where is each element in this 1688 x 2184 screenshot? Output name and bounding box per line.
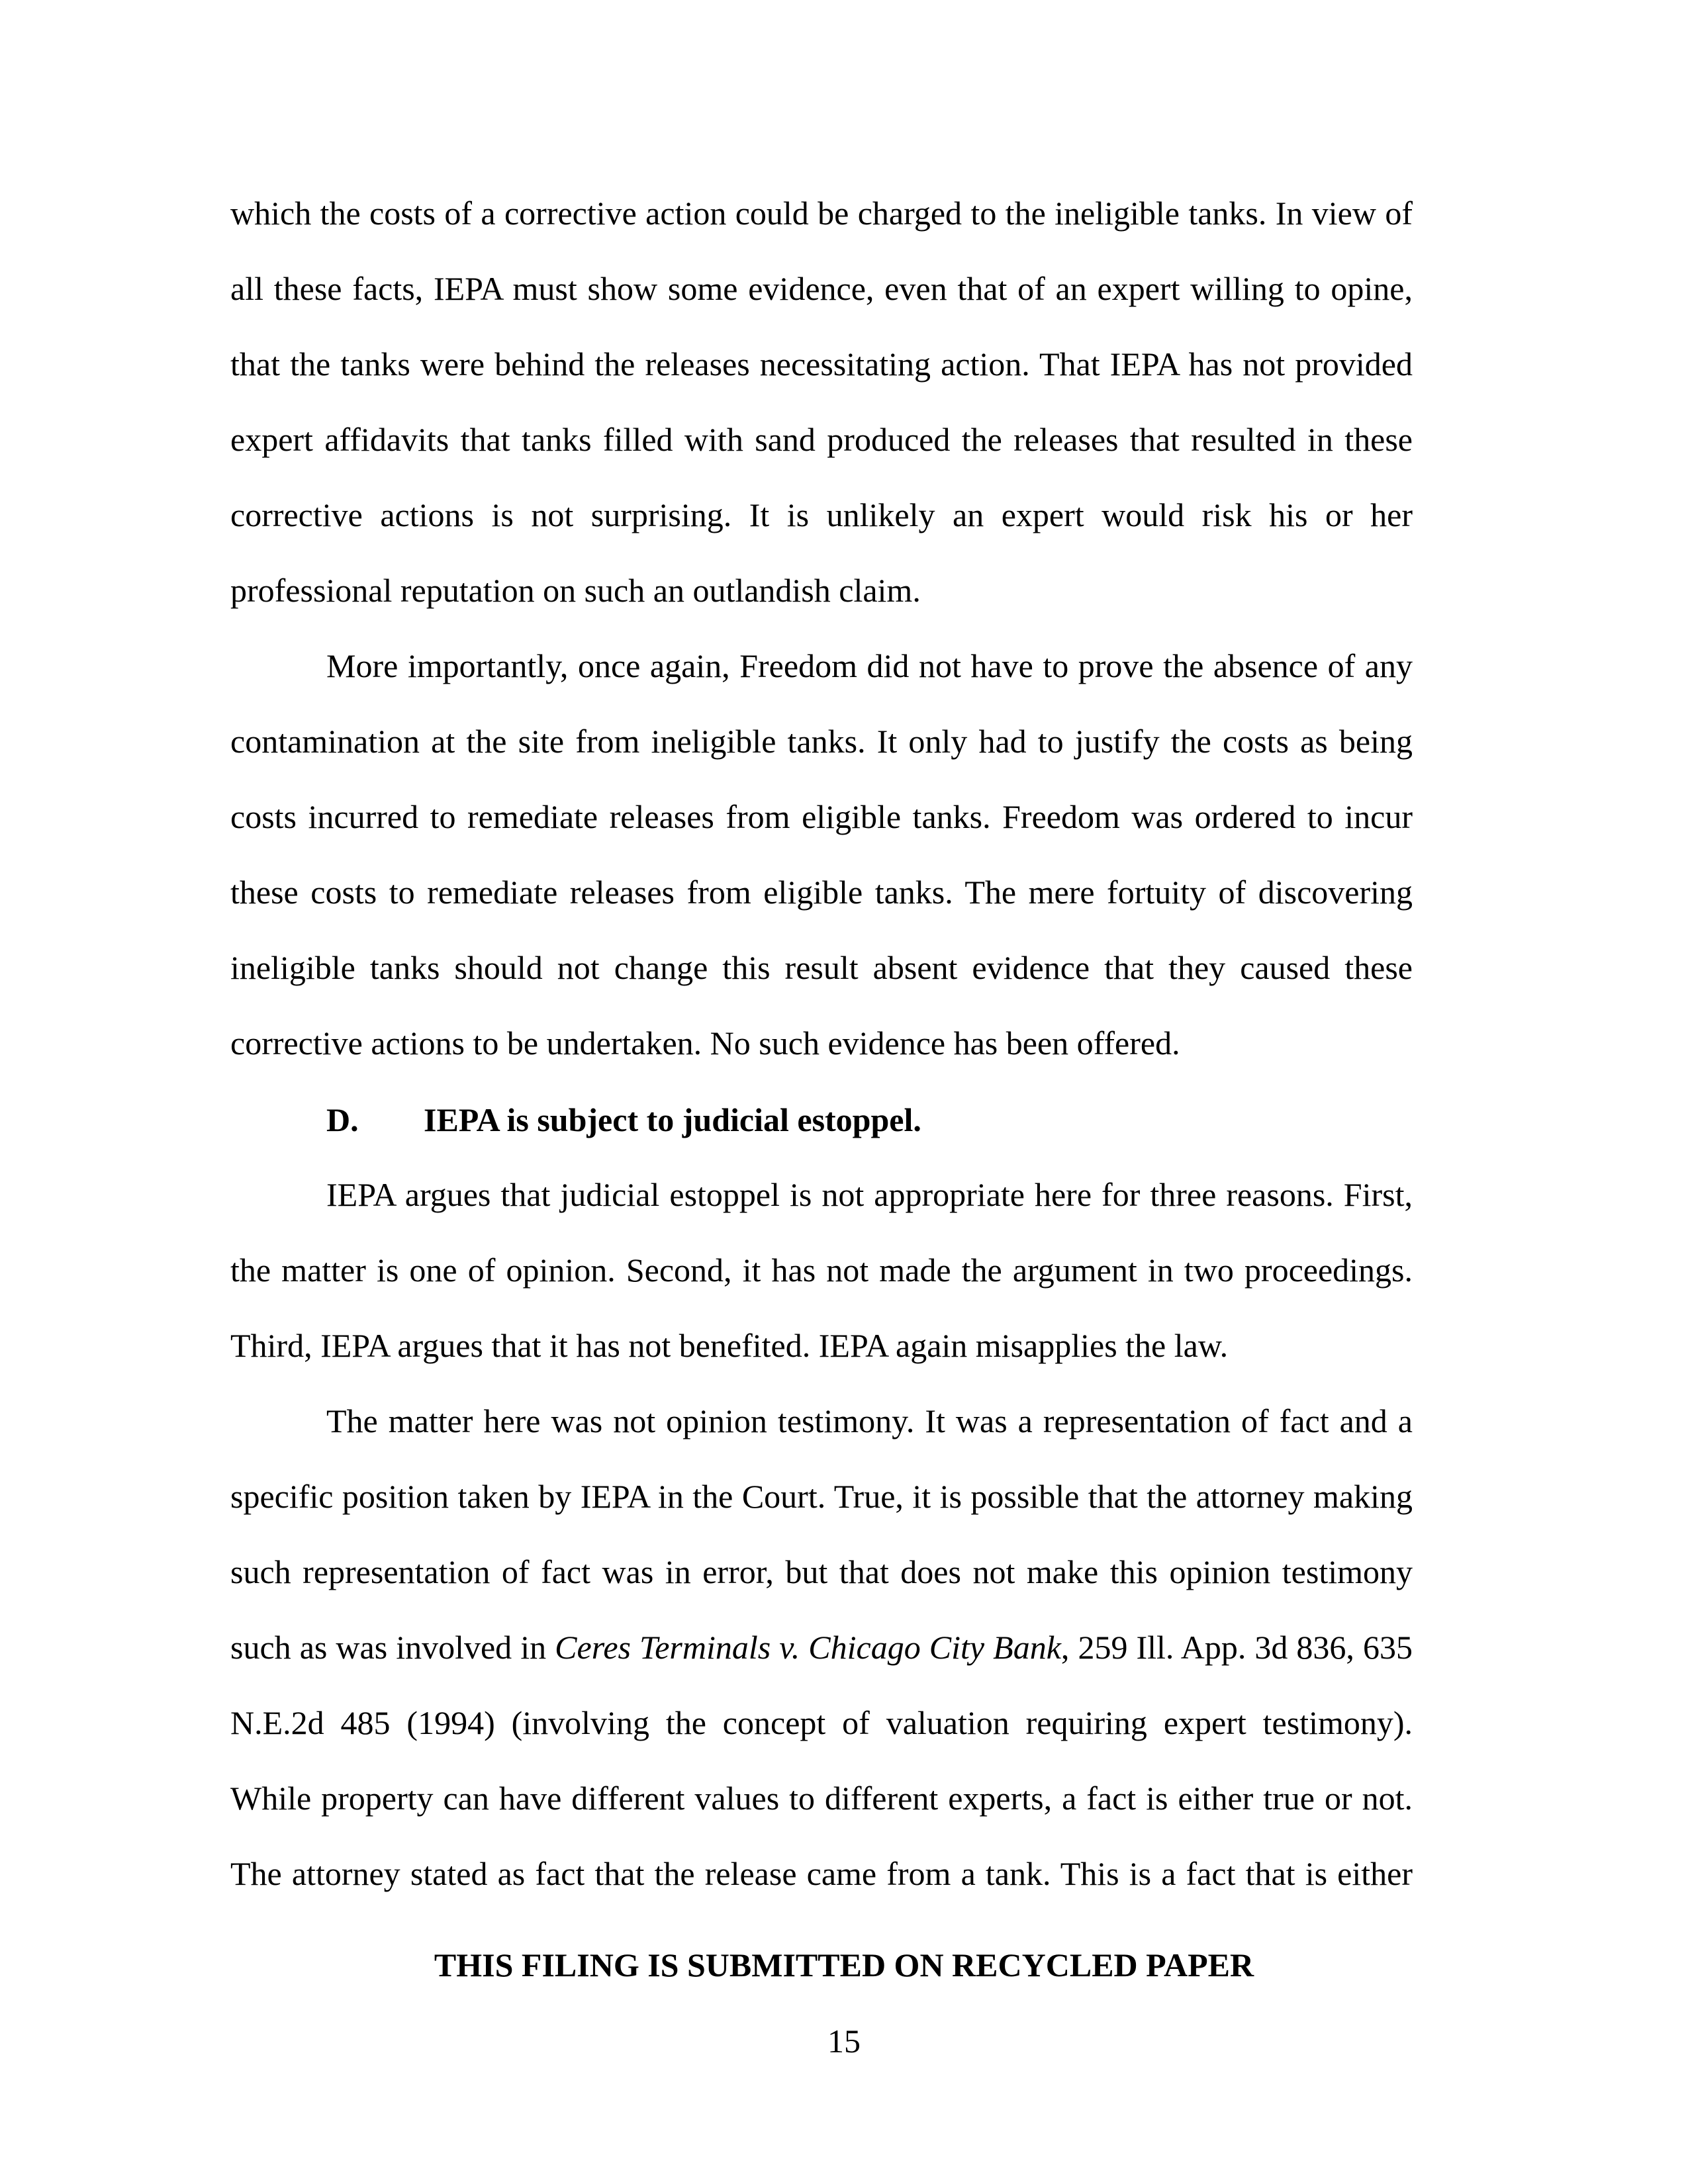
citation-text-after: , 259 Ill. App. 3d 836, 635 xyxy=(1060,1629,1413,1666)
paragraph-2-line-1: More importantly, once again, Freedom did not have to prove the absence of any xyxy=(326,647,1413,684)
paragraph-1-line-3: that the tanks were behind the releases necessitating action. That IEPA has not provided xyxy=(230,345,1413,383)
paragraph-3-line-1: IEPA argues that judicial estoppel is not appropriate here for three reasons. First, xyxy=(326,1176,1413,1213)
paragraph-4-citation-line xyxy=(230,1627,1413,1667)
paragraph-4-line-3: such representation of fact was in error, but that does not make this opinion testimony xyxy=(230,1553,1413,1590)
paragraph-2-line-2: contamination at the site from ineligible tanks. It only had to justify the costs as being xyxy=(230,723,1413,760)
section-heading-title: IEPA is subject to judicial estoppel. xyxy=(424,1101,921,1138)
paragraph-4-line-5: N.E.2d 485 (1994) (involving the concept of valuation requiring expert testimony). xyxy=(230,1704,1413,1741)
paragraph-4-line-7: The attorney stated as fact that the release came from a tank. This is a fact that is either xyxy=(230,1855,1413,1892)
paragraph-3-line-3: Third, IEPA argues that it has not benefited. IEPA again misapplies the law. xyxy=(230,1327,1229,1364)
paragraph-2-line-3: costs incurred to remediate releases from eligible tanks. Freedom was ordered to incur xyxy=(230,798,1413,835)
section-heading-letter: D. xyxy=(326,1101,359,1138)
paragraph-1-line-6: professional reputation on such an outlandish claim. xyxy=(230,572,921,609)
paragraph-3-line-2: the matter is one of opinion. Second, it has not made the argument in two proceedings. xyxy=(230,1251,1413,1289)
citation-case-name: Ceres Terminals v. Chicago City Bank xyxy=(555,1629,1061,1666)
paragraph-1-line-1: which the costs of a corrective action could be charged to the ineligible tanks. In view of xyxy=(230,195,1413,232)
citation-text-before: such as was involved in xyxy=(230,1629,555,1666)
recycled-paper-notice: THIS FILING IS SUBMITTED ON RECYCLED PAPER xyxy=(434,1946,1254,1983)
paragraph-1-line-5: corrective actions is not surprising. It is unlikely an expert would risk his or her xyxy=(230,496,1413,533)
page-number: 15 xyxy=(827,2023,861,2060)
paragraph-4-line-1: The matter here was not opinion testimony. It was a representation of fact and a xyxy=(326,1402,1413,1439)
paragraph-4-line-6: While property can have different values to different experts, a fact is either true or not. xyxy=(230,1780,1413,1817)
paragraph-1-line-4: expert affidavits that tanks filled with sand produced the releases that resulted in these xyxy=(230,421,1413,458)
paragraph-4-line-2: specific position taken by IEPA in the Court. True, it is possible that the attorney making xyxy=(230,1478,1413,1515)
paragraph-2-line-5: ineligible tanks should not change this result absent evidence that they caused these xyxy=(230,949,1413,986)
paragraph-1-line-2: all these facts, IEPA must show some evidence, even that of an expert willing to opine, xyxy=(230,270,1413,307)
paragraph-2-line-4: these costs to remediate releases from eligible tanks. The mere fortuity of discovering xyxy=(230,874,1413,911)
paragraph-2-line-6: corrective actions to be undertaken. No such evidence has been offered. xyxy=(230,1024,1180,1062)
